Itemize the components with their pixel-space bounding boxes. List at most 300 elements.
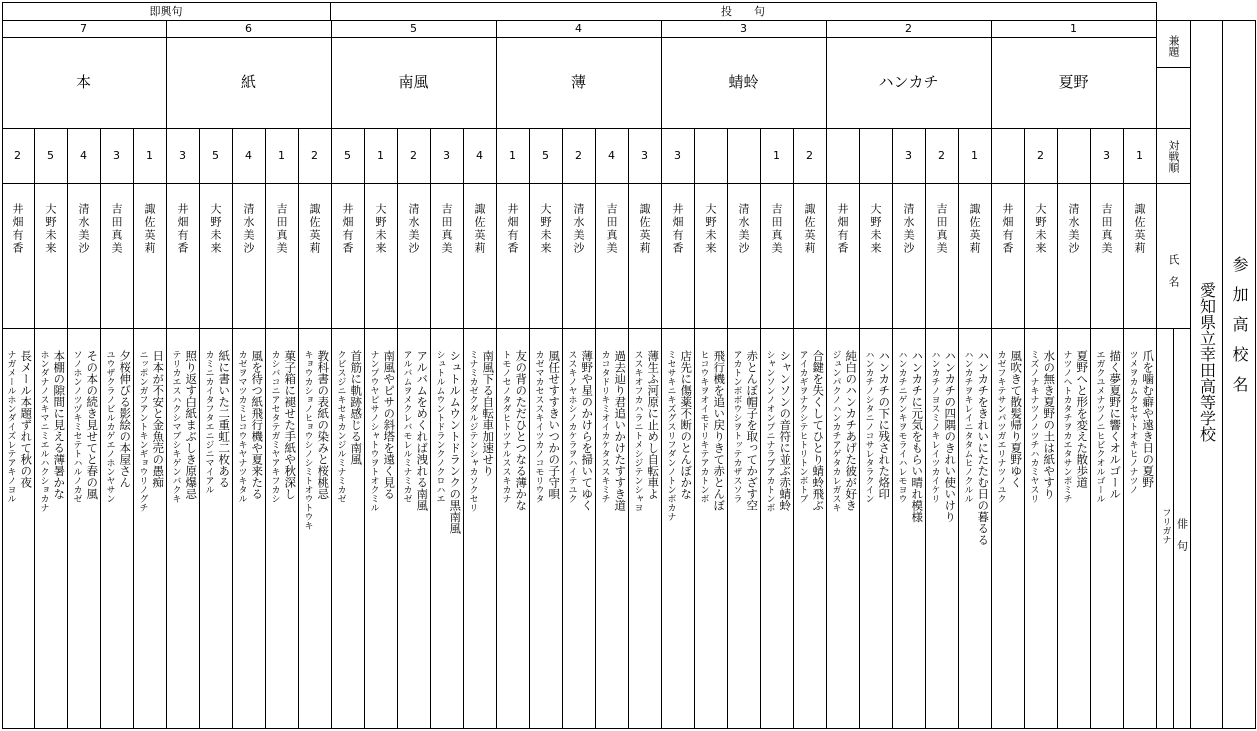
haiku-furigana-cell bbox=[828, 328, 842, 728]
member-name-cell bbox=[826, 183, 859, 328]
section-toku-cell bbox=[330, 2, 1156, 20]
haiku-text-cell bbox=[776, 328, 793, 728]
haiku-text: 日本が不安と金魚売の愚痴 bbox=[151, 350, 166, 488]
battle-order: 3 bbox=[443, 149, 450, 162]
haiku-text-cell bbox=[875, 328, 892, 728]
haiku-furigana: ミズノナキナツノノツチハカミヤスリ bbox=[1028, 350, 1039, 503]
member-name-cell bbox=[166, 183, 199, 328]
haiku-text: 爪を噛む癖や遠き日の夏野 bbox=[1141, 350, 1156, 488]
round-number-cell bbox=[1, 20, 166, 37]
member-name: 諏佐英莉 bbox=[308, 203, 321, 255]
haiku-furigana: クビスジニキセキカンジルミナミカゼ bbox=[335, 350, 346, 503]
haiku-text-cell bbox=[116, 328, 133, 728]
haiku-furigana-cell bbox=[663, 328, 677, 728]
member-name-cell bbox=[199, 183, 232, 328]
haiku-furigana-cell bbox=[432, 328, 446, 728]
haiku-text: 薄生ふ河原に止めし自転車よ bbox=[646, 350, 661, 500]
battle-order: 3 bbox=[1103, 149, 1110, 162]
haiku-furigana-cell bbox=[102, 328, 116, 728]
member-name: 諏佐英莉 bbox=[803, 203, 816, 255]
member-name-cell bbox=[1057, 183, 1090, 328]
haiku-furigana-cell bbox=[531, 328, 545, 728]
haiku-text-cell bbox=[644, 328, 661, 728]
member-name-cell bbox=[793, 183, 826, 328]
battle-order: 1 bbox=[278, 149, 285, 162]
battle-order: 1 bbox=[971, 149, 978, 162]
haiku-text: 薄野や星のかけらを掃いてゆく bbox=[580, 350, 595, 511]
battle-order-cell bbox=[1024, 128, 1057, 183]
member-name: 清水美沙 bbox=[77, 203, 90, 255]
member-name: 諏佐英莉 bbox=[638, 203, 651, 255]
battle-order: 1 bbox=[146, 149, 153, 162]
battle-order: 3 bbox=[641, 149, 648, 162]
member-name-cell bbox=[925, 183, 958, 328]
battle-order-cell bbox=[991, 128, 1024, 183]
member-name-cell bbox=[397, 183, 430, 328]
battle-order: 2 bbox=[311, 149, 318, 162]
haiku-furigana-cell bbox=[135, 328, 149, 728]
round-theme-cell bbox=[661, 37, 826, 128]
battle-order: 3 bbox=[905, 149, 912, 162]
member-name: 清水美沙 bbox=[1067, 203, 1080, 255]
battle-order-cell bbox=[1057, 128, 1090, 183]
haiku-furigana-cell bbox=[69, 328, 83, 728]
haiku-text-cell bbox=[1139, 328, 1156, 728]
member-name: 吉田真美 bbox=[440, 203, 453, 255]
haiku-furigana: カコタドリキミオイカケタススキミチ bbox=[599, 350, 610, 503]
member-name-cell bbox=[1090, 183, 1123, 328]
battle-order: 3 bbox=[113, 149, 120, 162]
haiku-text: 夏野へと形を変えた散歩道 bbox=[1075, 350, 1090, 488]
battle-order-cell bbox=[364, 128, 397, 183]
haiku-furigana-cell bbox=[861, 328, 875, 728]
haiku-label: 俳 句 bbox=[1175, 518, 1189, 551]
battle-order-cell bbox=[1, 128, 34, 183]
member-name: 大野未来 bbox=[539, 203, 552, 255]
haiku-text: シャンソンの音符に並ぶ赤蜻蛉 bbox=[778, 350, 793, 511]
haiku-text-cell bbox=[149, 328, 166, 728]
member-name: 清水美沙 bbox=[242, 203, 255, 255]
haiku-text-cell bbox=[677, 328, 694, 728]
haiku-furigana-cell bbox=[465, 328, 479, 728]
haiku-furigana: ススキノヤホシノカケラヲハイテユク bbox=[566, 350, 577, 503]
haiku-furigana: カゼフキテサンパツガエリナツノユク bbox=[995, 350, 1006, 503]
battle-order: 4 bbox=[245, 149, 252, 162]
member-name: 井畑有香 bbox=[11, 203, 24, 255]
haiku-text-cell bbox=[941, 328, 958, 728]
member-name-cell bbox=[859, 183, 892, 328]
round-theme: 南風 bbox=[398, 73, 429, 91]
furigana-label: フリガナ bbox=[1160, 508, 1171, 544]
haiku-furigana-cell bbox=[3, 328, 17, 728]
haiku-furigana: ヒコウキヲオイモドリキテアカトンボ bbox=[698, 350, 709, 503]
battle-order: 5 bbox=[542, 149, 549, 162]
haiku-furigana: アイカギヲナクシテヒトリトンボトブ bbox=[797, 350, 808, 503]
haiku-furigana-cell bbox=[894, 328, 908, 728]
haiku-text-cell bbox=[908, 328, 925, 728]
battle-order-cell bbox=[166, 128, 199, 183]
participating-school-label-cell bbox=[1223, 20, 1255, 728]
battle-order: 4 bbox=[80, 149, 87, 162]
taisen-label: 対戦順 bbox=[1167, 140, 1180, 173]
round-number-cell bbox=[331, 20, 496, 37]
haiku-text: 教科書の表紙の染みと桜桃忌 bbox=[316, 350, 331, 500]
haiku-furigana-cell bbox=[366, 328, 380, 728]
shimei-label: 氏 名 bbox=[1167, 254, 1180, 287]
member-name: 大野未来 bbox=[869, 203, 882, 255]
battle-order-cell bbox=[496, 128, 529, 183]
battle-order-cell bbox=[859, 128, 892, 183]
haiku-furigana-cell bbox=[168, 328, 182, 728]
member-name: 清水美沙 bbox=[902, 203, 915, 255]
haiku-text: 本棚の隙間に見える薄暑かな bbox=[52, 350, 67, 500]
round-theme: ハンカチ bbox=[878, 73, 939, 91]
haiku-furigana-cell bbox=[564, 328, 578, 728]
haiku-text: 長メール本題ずれて秋の夜 bbox=[19, 350, 34, 488]
haiku-furigana-cell bbox=[993, 328, 1007, 728]
member-name-cell bbox=[727, 183, 760, 328]
haiku-furigana: トモノセノタダヒトツナルススキカナ bbox=[500, 350, 511, 503]
member-name: 清水美沙 bbox=[407, 203, 420, 255]
member-name-cell bbox=[463, 183, 496, 328]
haiku-furigana-cell bbox=[1059, 328, 1073, 728]
haiku-furigana-cell bbox=[399, 328, 413, 728]
haiku-furigana: カゼヲマツカミヒコウキヤナツキタル bbox=[236, 350, 247, 503]
grid-line bbox=[2, 728, 1255, 729]
member-name-cell bbox=[232, 183, 265, 328]
member-name: 吉田真美 bbox=[935, 203, 948, 255]
battle-order: 5 bbox=[344, 149, 351, 162]
haiku-furigana: テリカエスハクシマブシキゲンバクキ bbox=[170, 350, 181, 503]
haiku-text: 風吹きて散髪帰り夏野ゆく bbox=[1009, 350, 1024, 488]
battle-order: 5 bbox=[47, 149, 54, 162]
haiku-text-cell bbox=[479, 328, 496, 728]
battle-order-cell bbox=[694, 128, 727, 183]
haiku-text-cell bbox=[545, 328, 562, 728]
round-number-cell bbox=[826, 20, 991, 37]
battle-order: 2 bbox=[575, 149, 582, 162]
haiku-text-cell bbox=[413, 328, 430, 728]
haiku-furigana: ススキオフカハラニトメシジテンシャヨ bbox=[632, 350, 643, 512]
battle-order: 4 bbox=[476, 149, 483, 162]
battle-order-cell bbox=[925, 128, 958, 183]
member-name: 大野未来 bbox=[209, 203, 222, 255]
battle-order: 2 bbox=[1037, 149, 1044, 162]
taisen-label-cell bbox=[1157, 128, 1190, 183]
member-name-cell bbox=[298, 183, 331, 328]
haiku-furigana: ハンカチノヨスミノキレイツカイケリ bbox=[929, 350, 940, 503]
haiku-furigana: ハンカチヲキレイニタタムヒノクルル bbox=[962, 350, 973, 503]
member-name-cell bbox=[100, 183, 133, 328]
haiku-text-cell bbox=[1073, 328, 1090, 728]
haiku-text: 南風下る自転車加速せり bbox=[481, 350, 496, 477]
member-name: 吉田真美 bbox=[110, 203, 123, 255]
kendai-label: 兼題 bbox=[1167, 34, 1180, 57]
shimei-label-cell bbox=[1157, 183, 1190, 328]
round-number: 5 bbox=[410, 22, 417, 35]
furigana-label-cell bbox=[1157, 328, 1173, 728]
haiku-text-cell bbox=[281, 328, 298, 728]
school-name-cell bbox=[1191, 20, 1222, 728]
round-theme-cell bbox=[1, 37, 166, 128]
haiku-furigana-cell bbox=[960, 328, 974, 728]
haiku-text-cell bbox=[743, 328, 760, 728]
haiku-furigana-cell bbox=[729, 328, 743, 728]
round-theme-cell bbox=[991, 37, 1156, 128]
member-name-cell bbox=[760, 183, 793, 328]
haiku-furigana: ソノホンノツヅキミセテトハルノカゼ bbox=[71, 350, 82, 503]
member-name: 諏佐英莉 bbox=[1133, 203, 1146, 255]
haiku-text: 飛行機を追い戻りきて赤とんぼ bbox=[712, 350, 727, 511]
battle-order-cell bbox=[265, 128, 298, 183]
battle-order-cell bbox=[463, 128, 496, 183]
round-number: 4 bbox=[575, 22, 582, 35]
member-name: 大野未来 bbox=[704, 203, 717, 255]
round-number: 3 bbox=[740, 22, 747, 35]
battle-order: 5 bbox=[212, 149, 219, 162]
kendai-label-cell bbox=[1157, 20, 1190, 67]
battle-order: 3 bbox=[179, 149, 186, 162]
round-theme: 紙 bbox=[240, 73, 256, 91]
haiku-text-cell bbox=[17, 328, 34, 728]
round-theme-cell bbox=[166, 37, 331, 128]
battle-order-cell bbox=[826, 128, 859, 183]
member-name-cell bbox=[496, 183, 529, 328]
battle-order-cell bbox=[529, 128, 562, 183]
member-name-cell bbox=[34, 183, 67, 328]
battle-order-cell bbox=[298, 128, 331, 183]
member-name-cell bbox=[991, 183, 1024, 328]
haiku-furigana: アカトンボボウシヲトッテカザスソラ bbox=[731, 350, 742, 503]
haiku-furigana-cell bbox=[762, 328, 776, 728]
haiku-text: 夕桜伸びる影絵の本屋さん bbox=[118, 350, 133, 488]
battle-order-cell bbox=[232, 128, 265, 183]
haiku-furigana: ユウザクラノビルカゲエノホンヤサン bbox=[104, 350, 115, 503]
haiku-text-cell bbox=[710, 328, 727, 728]
haiku-text: 描く夢夏野に響くオルゴール bbox=[1108, 350, 1123, 500]
member-name: 井畑有香 bbox=[836, 203, 849, 255]
battle-order-cell bbox=[1123, 128, 1156, 183]
member-name: 吉田真美 bbox=[1100, 203, 1113, 255]
haiku-text-cell bbox=[611, 328, 628, 728]
haiku-text: 赤とんぼ帽子を取ってかざす空 bbox=[745, 350, 760, 511]
member-name-cell bbox=[133, 183, 166, 328]
participating-school-label: 参加高校名 bbox=[1230, 256, 1249, 406]
haiku-text: 照り返す白紙まぶしき原爆忌 bbox=[184, 350, 199, 500]
member-name-cell bbox=[958, 183, 991, 328]
haiku-furigana-cell bbox=[234, 328, 248, 728]
haiku-text-cell bbox=[512, 328, 529, 728]
haiku-furigana-cell bbox=[498, 328, 512, 728]
haiku-furigana: シャンソンノオンプニナラブアカトンボ bbox=[764, 350, 775, 512]
member-name: 諏佐英莉 bbox=[968, 203, 981, 255]
haiku-furigana: シュトルムウントドランクノクロハエ bbox=[434, 350, 445, 503]
round-theme: 蜻蛉 bbox=[728, 73, 759, 91]
haiku-text-cell bbox=[974, 328, 991, 728]
haiku-furigana-cell bbox=[300, 328, 314, 728]
member-name: 諏佐英莉 bbox=[473, 203, 486, 255]
member-name-cell bbox=[430, 183, 463, 328]
member-name-cell bbox=[628, 183, 661, 328]
school-name: 愛知県立幸田高等学校 bbox=[1197, 282, 1217, 442]
haiku-text-cell bbox=[809, 328, 826, 728]
haiku-furigana: ジュンパクノハンカチアゲタカレガスキ bbox=[830, 350, 841, 512]
round-theme-cell bbox=[496, 37, 661, 128]
round-number: 7 bbox=[80, 22, 87, 35]
battle-order-cell bbox=[892, 128, 925, 183]
member-name: 清水美沙 bbox=[737, 203, 750, 255]
battle-order-cell bbox=[199, 128, 232, 183]
haiku-text: 風任せすすきいつかの子守唄 bbox=[547, 350, 562, 500]
haiku-furigana: ハンカチニゲンキヲモライハレモヨウ bbox=[896, 350, 907, 503]
haiku-text-cell bbox=[248, 328, 265, 728]
battle-order-cell bbox=[760, 128, 793, 183]
haiku-furigana: ハンカチノシタニノコサレタラクイン bbox=[863, 350, 874, 503]
haiku-text: 合鍵を失くしてひとり蜻蛉飛ぶ bbox=[811, 350, 826, 511]
haiku-furigana: カミニカイタフタエニジニマイアル bbox=[203, 350, 214, 494]
haiku-text-cell bbox=[1106, 328, 1123, 728]
battle-order-cell bbox=[562, 128, 595, 183]
haiku-furigana: キョウカショノヒョウシノシミトオウトウキ bbox=[302, 350, 313, 530]
haiku-furigana-cell bbox=[36, 328, 50, 728]
section-toku: 投 句 bbox=[721, 4, 765, 18]
member-name: 井畑有香 bbox=[671, 203, 684, 255]
member-name: 大野未来 bbox=[374, 203, 387, 255]
haiku-label-cell bbox=[1174, 328, 1190, 728]
haiku-text: 過去辿り君追いかけたすすき道 bbox=[613, 350, 628, 511]
section-sokkyo-cell bbox=[2, 2, 330, 20]
battle-order: 2 bbox=[14, 149, 21, 162]
battle-order: 2 bbox=[938, 149, 945, 162]
haiku-text: 友の背のただひとつなる薄かな bbox=[514, 350, 529, 511]
round-number-cell bbox=[496, 20, 661, 37]
battle-order-cell bbox=[133, 128, 166, 183]
battle-order-cell bbox=[595, 128, 628, 183]
battle-order-cell bbox=[958, 128, 991, 183]
haiku-furigana-cell bbox=[267, 328, 281, 728]
round-number-cell bbox=[991, 20, 1156, 37]
haiku-text: ハンカチの下に残された烙印 bbox=[877, 350, 892, 500]
haiku-furigana-cell bbox=[1026, 328, 1040, 728]
haiku-text: 水の無き夏野の土は紙やすり bbox=[1042, 350, 1057, 500]
member-name-cell bbox=[67, 183, 100, 328]
haiku-text: 首筋に軌跡感じる南風 bbox=[349, 350, 364, 465]
member-name-cell bbox=[595, 183, 628, 328]
battle-order: 1 bbox=[1136, 149, 1143, 162]
haiku-furigana: ナツノヘトカタチヲカエタサンポミチ bbox=[1061, 350, 1072, 503]
member-name-cell bbox=[694, 183, 727, 328]
round-number-cell bbox=[166, 20, 331, 37]
battle-order: 1 bbox=[509, 149, 516, 162]
haiku-text: シュトルムウントドランクの黒南風 bbox=[448, 350, 463, 534]
haiku-text: 紙に書いた二重虹二枚ある bbox=[217, 350, 232, 488]
member-name: 大野未来 bbox=[44, 203, 57, 255]
round-theme: 薄 bbox=[570, 73, 586, 91]
haiku-text: 純白のハンカチあげた彼が好き bbox=[844, 350, 859, 511]
haiku-text-cell bbox=[347, 328, 364, 728]
haiku-furigana: ホンダナノスキマニミエルハクショカナ bbox=[38, 350, 49, 512]
member-name-cell bbox=[1123, 183, 1156, 328]
battle-order-cell bbox=[793, 128, 826, 183]
round-number: 2 bbox=[905, 22, 912, 35]
haiku-text: 菓子箱に褪せた手紙や秋深し bbox=[283, 350, 298, 500]
haiku-text-cell bbox=[215, 328, 232, 728]
haiku-text: ハンカチをきれいにたたむ日の暮るる bbox=[976, 350, 991, 546]
haiku-furigana: カゼマカセススキイツカノコモリウタ bbox=[533, 350, 544, 503]
member-name: 吉田真美 bbox=[605, 203, 618, 255]
member-name-cell bbox=[265, 183, 298, 328]
haiku-furigana-cell bbox=[1092, 328, 1106, 728]
haiku-text-cell bbox=[1007, 328, 1024, 728]
haiku-furigana-cell bbox=[597, 328, 611, 728]
member-name: 大野未来 bbox=[1034, 203, 1047, 255]
battle-order-cell bbox=[430, 128, 463, 183]
haiku-furigana: ミナミカゼクダルジテンシャカソクセリ bbox=[467, 350, 478, 512]
grid-line bbox=[1255, 20, 1256, 729]
member-name-cell bbox=[1, 183, 34, 328]
haiku-furigana: ナンプウヤピサノシャトウヲトオクミル bbox=[368, 350, 379, 512]
battle-order-cell bbox=[1090, 128, 1123, 183]
haiku-furigana: ミセサキニキズグスリフダンノトンボカナ bbox=[665, 350, 676, 521]
battle-order-cell bbox=[67, 128, 100, 183]
haiku-furigana-cell bbox=[927, 328, 941, 728]
round-theme: 夏野 bbox=[1058, 73, 1089, 91]
haiku-furigana-cell bbox=[333, 328, 347, 728]
member-name-cell bbox=[529, 183, 562, 328]
member-name-cell bbox=[562, 183, 595, 328]
haiku-text-cell bbox=[578, 328, 595, 728]
haiku-text-cell bbox=[50, 328, 67, 728]
haiku-furigana: ニッポンガフアントキンギョウリノグチ bbox=[137, 350, 148, 512]
battle-order: 2 bbox=[806, 149, 813, 162]
haiku-text-cell bbox=[446, 328, 463, 728]
round-number: 6 bbox=[245, 22, 252, 35]
battle-order-cell bbox=[727, 128, 760, 183]
haiku-furigana-cell bbox=[795, 328, 809, 728]
round-number-cell bbox=[661, 20, 826, 37]
haiku-text: ハンカチに元気をもらい晴れ模様 bbox=[910, 350, 925, 523]
haiku-furigana: ナガメールホンダイズレテアキノヨル bbox=[5, 350, 16, 503]
battle-order: 2 bbox=[410, 149, 417, 162]
battle-order-cell bbox=[661, 128, 694, 183]
round-theme: 本 bbox=[75, 73, 91, 91]
round-theme-cell bbox=[331, 37, 496, 128]
haiku-text-cell bbox=[182, 328, 199, 728]
battle-order: 1 bbox=[377, 149, 384, 162]
haiku-furigana-cell bbox=[201, 328, 215, 728]
battle-order-cell bbox=[331, 128, 364, 183]
haiku-furigana-cell bbox=[630, 328, 644, 728]
haiku-furigana: エガクユメナツノニヒビクオルゴール bbox=[1094, 350, 1105, 503]
section-sokkyo: 即興句 bbox=[149, 4, 183, 18]
round-number: 1 bbox=[1070, 22, 1077, 35]
member-name: 諏佐英莉 bbox=[143, 203, 156, 255]
battle-order: 1 bbox=[773, 149, 780, 162]
member-name-cell bbox=[892, 183, 925, 328]
battle-order-cell bbox=[100, 128, 133, 183]
haiku-furigana-cell bbox=[696, 328, 710, 728]
haiku-text: その本の続き見せてと春の風 bbox=[85, 350, 100, 500]
haiku-furigana-cell bbox=[1125, 328, 1139, 728]
haiku-text: 風を待つ紙飛行機や夏来たる bbox=[250, 350, 265, 500]
haiku-text: 店先に傷薬不断のとんぼかな bbox=[679, 350, 694, 500]
haiku-text: 南風やピサの斜塔を遠く見る bbox=[382, 350, 397, 500]
grid-line bbox=[1156, 67, 1190, 68]
member-name: 吉田真美 bbox=[770, 203, 783, 255]
battle-order-cell bbox=[34, 128, 67, 183]
round-theme-cell bbox=[826, 37, 991, 128]
member-name-cell bbox=[331, 183, 364, 328]
